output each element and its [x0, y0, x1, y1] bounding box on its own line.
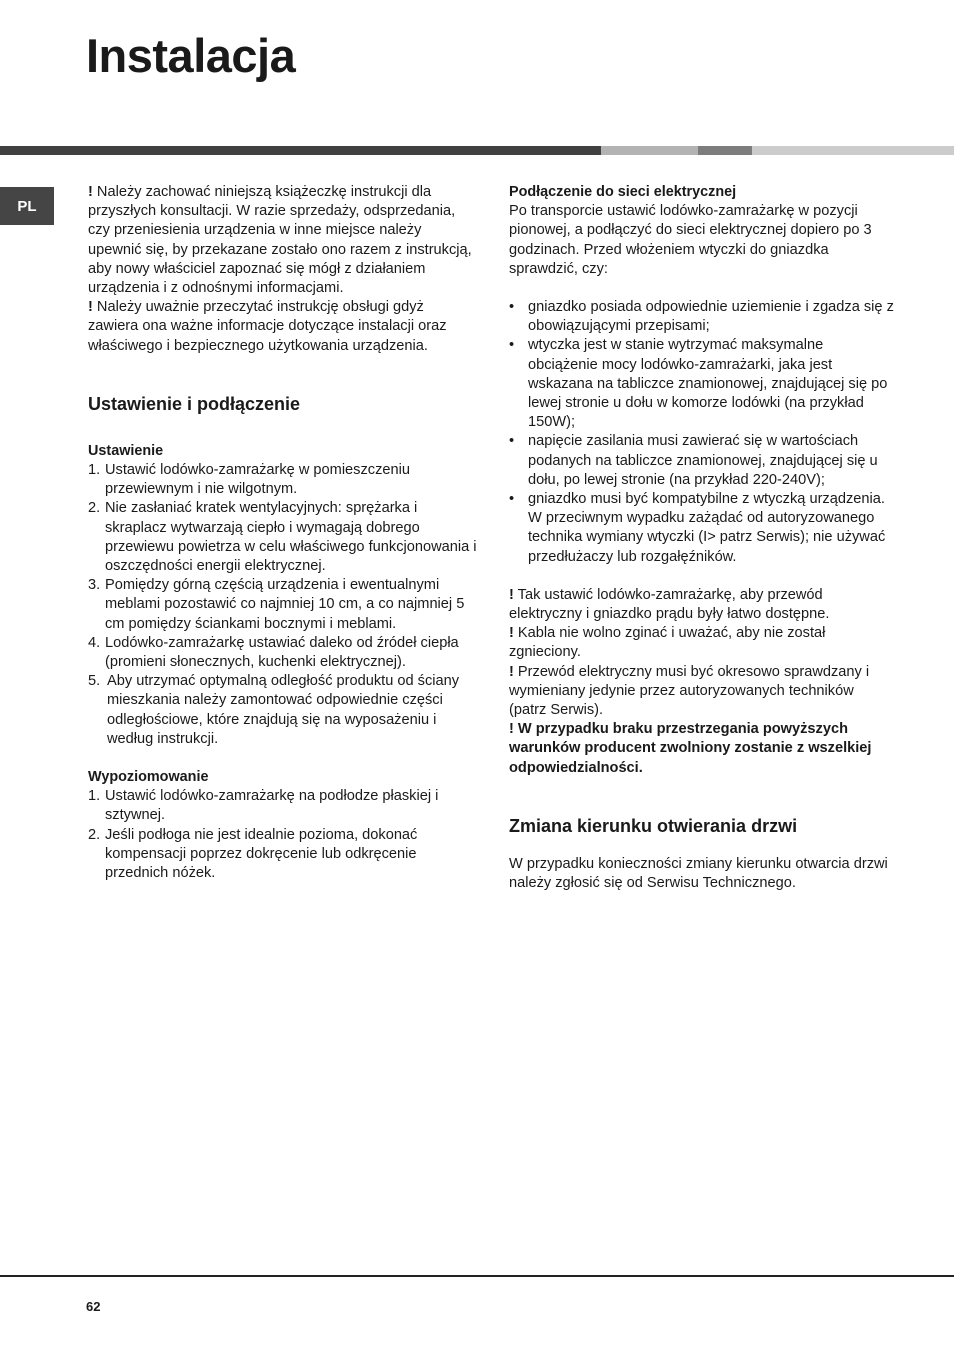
power-intro: Po transporcie ustawić lodówko-zamrażarkę w pozycji pionowej, a podłączyć do sieci elektrycznej dopiero po 3 godzinach. Przed włożeniem wtyczki do gniazdka sprawdzić, czy: [509, 203, 872, 277]
right-column [509, 183, 894, 893]
list-item: 5. Aby utrzymać optymalną odległość produktu od ściany mieszkania należy zamontować odpowiednie części odległościowe, które znajdują się na wyposażeniu i według instrukcji. [88, 673, 460, 747]
header-bar-segment [698, 146, 752, 155]
language-tab: PL [0, 187, 54, 225]
list-item: 2. Jeśli podłoga nie jest idealnie pozioma, dokonać kompensacji poprzez dokręcenie lub odkręcenie przednich nóżek. [88, 826, 418, 882]
list-item: 4. Lodówko-zamrażarkę ustawiać daleko od źródeł ciepła (promieni słonecznych, kuchenki elektrycznej). [88, 634, 459, 671]
left-column [88, 183, 478, 883]
leveling-list [88, 787, 478, 883]
list-item: • gniazdko musi być kompatybilne z wtyczką urządzenia. W przeciwnym wypadku zażądać od autoryzowanego technika wymiany wtyczki (I> patrz Serwis); nie używać przedłużaczy lub rozgałęźników. [509, 491, 886, 565]
warning-paragraph: ! Tak ustawić lodówko-zamrażarkę, aby przewód elektryczny i gniazdko prądu były łatwo dostępne. [509, 586, 830, 623]
page-number: 62 [86, 1299, 101, 1314]
header-bar-segment [601, 146, 698, 155]
section-heading: Zmiana kierunku otwierania drzwi [509, 815, 798, 836]
list-item: 1. Ustawić lodówko-zamrażarkę w pomieszczeniu przewiewnym i nie wilgotnym. [88, 462, 410, 498]
intro-paragraph [88, 183, 478, 298]
list-item: 3. Pomiędzy górną częścią urządzenia i ewentualnymi meblami pozostawić co najmniej 10 cm, a co najmniej 5 cm pomiędzy ściankami bocznymi i meblami. [88, 577, 465, 632]
warning-paragraph: ! Przewód elektryczny musi być okresowo sprawdzany i wymieniany jedynie przez autoryzowanych techników (patrz Serwis). [509, 663, 870, 719]
header-bar-segment [0, 146, 601, 155]
intro-paragraph [88, 298, 478, 356]
header-bar-segment [752, 146, 954, 155]
list-item: 2. Nie zasłaniać kratek wentylacyjnych: sprężarka i skraplacz wytwarzają ciepło i wymagają dobrego przewiewu powietrza w celu właściwego funkcjonowania i oszczędności energii elektrycznej. [88, 500, 477, 575]
list-item: • napięcie zasilania musi zawierać się w wartościach podanych na tabliczce znamionowej, znajdującej się u dołu, po lewej stronie (na przykład 220-240V); [509, 433, 878, 488]
subsection-heading: Ustawienie [88, 442, 164, 459]
footer-rule [0, 1275, 954, 1277]
exclamation-mark: ! [88, 299, 93, 316]
subsection-heading: Wypoziomowanie [88, 769, 209, 786]
section-heading: Ustawienie i podłączenie [88, 393, 301, 414]
subsection-heading: Podłączenie do sieci elektrycznej [509, 184, 737, 200]
page-title: Instalacja [86, 29, 296, 82]
placement-list [88, 461, 478, 749]
list-item: • wtyczka jest w stanie wytrzymać maksymalne obciążenie mocy lodówko-zamrażarki, jaka jest wskazana na tabliczce znamionowej, znajdującej się po lewej stronie u dołu w komorze lodówki (na przykład 150W); [509, 337, 888, 431]
list-item: • gniazdko posiada odpowiednie uziemienie i zgadza się z obowiązującymi przepisami; [509, 299, 894, 335]
exclamation-mark: ! [88, 184, 93, 200]
intro-text: Należy zachować niniejszą książeczkę instrukcji dla przyszłych konsultacji. W razie sprzedaży, odsprzedania, czy przeniesienia urządzenia w inne miejsce należy upewnić się, by przekazane zostało ono razem z instrukcją, aby nowy właściciel zapoznać się mógł z działaniem urządzenia i z odnośnymi informacjami. [88, 184, 472, 297]
liability-warning: ! W przypadku braku przestrzegania powyższych warunków producent zwolniony zostanie z wszelkiej odpowiedzialności. [509, 721, 872, 776]
door-text: W przypadku konieczności zmiany kierunku otwarcia drzwi należy zgłosić się od Serwisu Technicznego. [509, 855, 888, 892]
warning-paragraph: ! Kabla nie wolno zginać i uważać, aby nie został zgnieciony. [509, 625, 826, 661]
power-checklist [509, 298, 894, 567]
intro-text: Należy uważnie przeczytać instrukcję obsługi gdyż zawiera ona ważne informacje dotyczące instalacji oraz właściwego i bezpiecznego użytkowania urządzenia. [88, 299, 447, 354]
list-item: 1. Ustawić lodówko-zamrażarkę na podłodze płaskiej i sztywnej. [88, 788, 439, 824]
